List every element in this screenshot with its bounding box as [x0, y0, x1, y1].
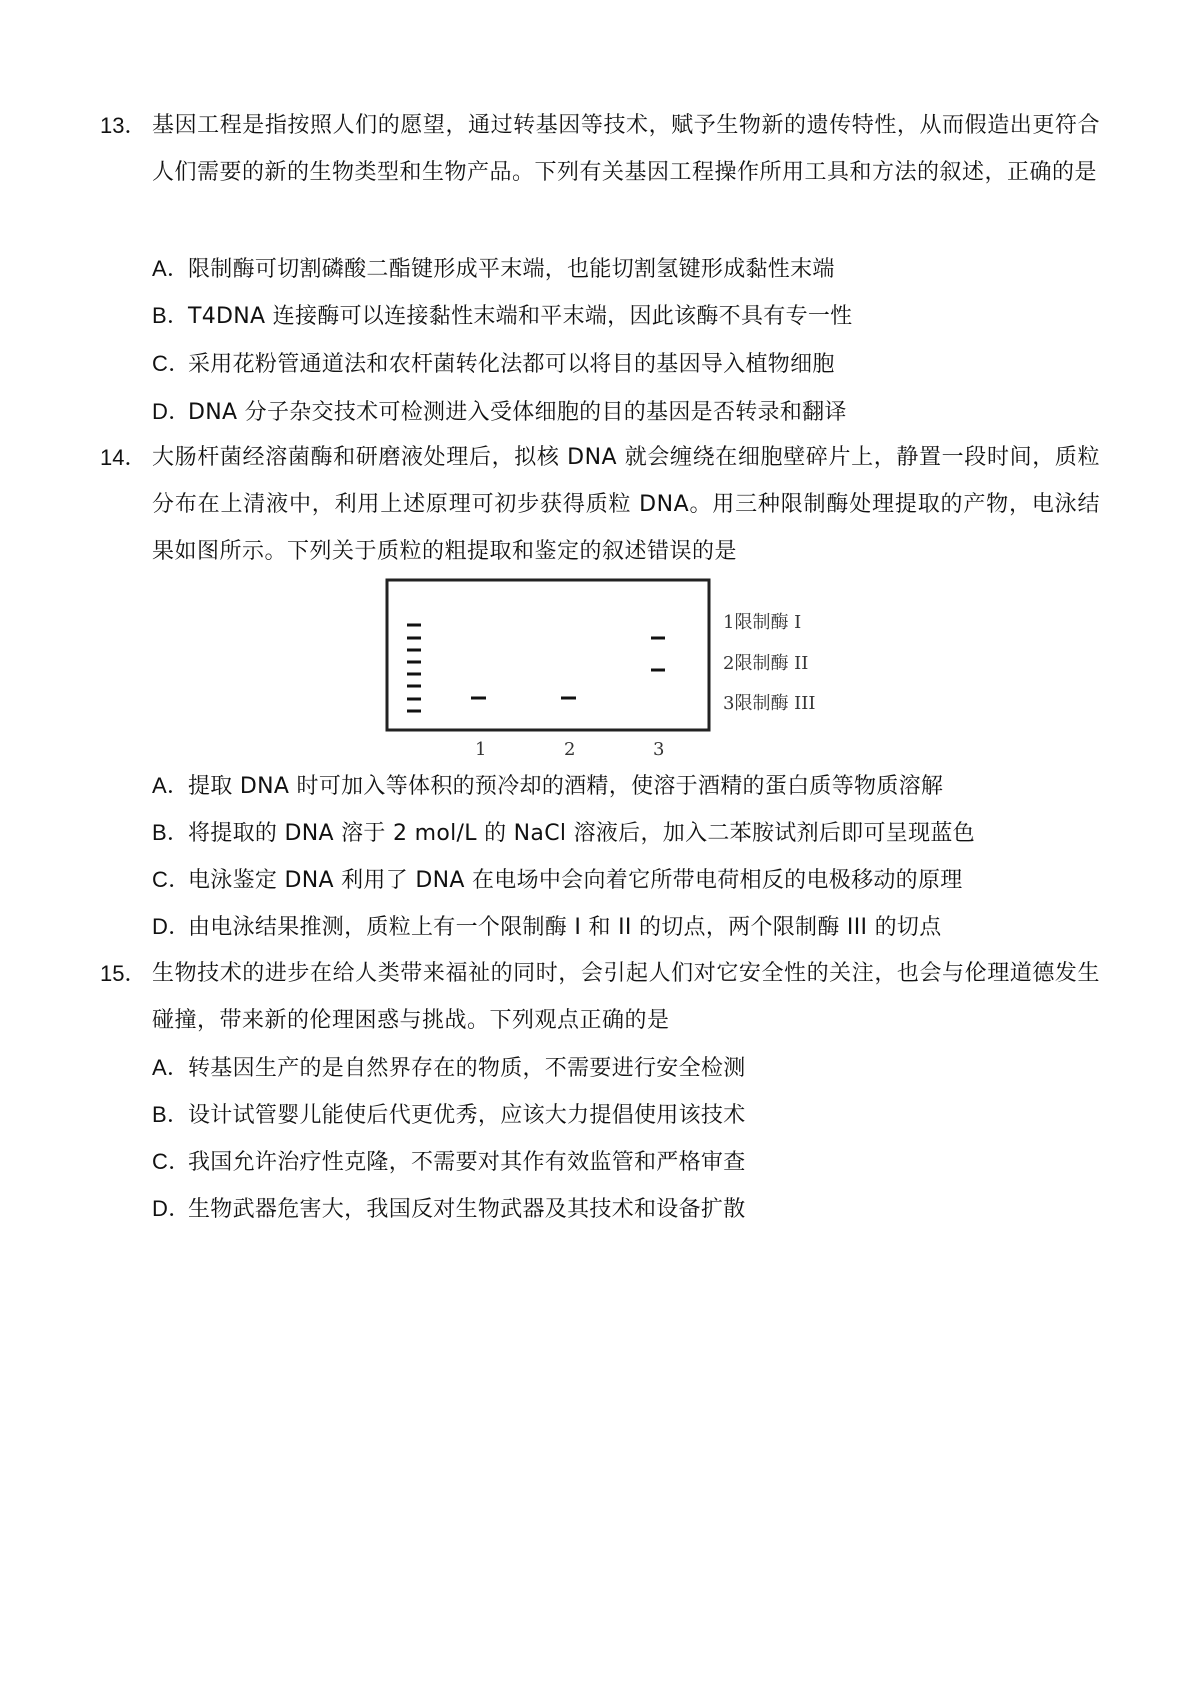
option-d: [152, 903, 1112, 951]
question-number: 14．: [100, 445, 147, 470]
option-letter: D．: [152, 914, 191, 939]
option-d: [152, 1185, 1112, 1233]
option-letter: A．: [152, 1055, 190, 1080]
option-text: 转基因生产的是自然界存在的物质，不需要进行安全检测: [188, 1056, 746, 1081]
option-a: [152, 245, 1112, 293]
option-letter: C．: [152, 351, 191, 376]
option-text: DNA 分子杂交技术可检测进入受体细胞的目的基因是否转录和翻译: [188, 400, 847, 425]
option-letter: A．: [152, 256, 190, 281]
option-b: [152, 292, 1112, 340]
option-text: 生物武器危害大，我国反对生物武器及其技术和设备扩散: [188, 1197, 746, 1222]
option-letter: C．: [152, 867, 191, 892]
legend-enzyme-3: 3限制酶 III: [723, 693, 816, 714]
option-c: [152, 856, 1112, 904]
option-text: 限制酶可切割磷酸二酯键形成平末端，也能切割氢键形成黏性末端: [188, 257, 835, 282]
lane-label-3: 3: [653, 739, 665, 760]
question-stem: 基因工程是指按照人们的愿望，通过转基因等技术，赋予生物新的遗传特性，从而假造出更符合人们需要的新的生物类型和生物产品。下列有关基因工程操作所用工具和方法的叙述，正确的是: [152, 113, 1100, 185]
option-text: 采用花粉管通道法和农杆菌转化法都可以将目的基因导入植物细胞: [188, 352, 835, 377]
option-text: T4DNA 连接酶可以连接黏性末端和平末端，因此该酶不具有专一性: [188, 304, 853, 329]
marker-ladder: [407, 625, 421, 711]
question-stem: 生物技术的进步在给人类带来福祉的同时，会引起人们对它安全性的关注，也会与伦理道德发生碰撞，带来新的伦理困惑与挑战。下列观点正确的是: [152, 961, 1100, 1033]
legend-enzyme-2: 2限制酶 II: [723, 653, 809, 674]
option-a: [152, 762, 1112, 810]
question-stem: 大肠杆菌经溶菌酶和研磨液处理后，拟核 DNA 就会缠绕在细胞壁碎片上，静置一段时间，质粒分布在上清液中，利用上述原理可初步获得质粒 DNA。用三种限制酶处理提取的产物，电泳结果如图所示。下列关于质粒的粗提取和鉴定的叙述错误的是: [152, 445, 1100, 564]
option-a: [152, 1044, 1112, 1092]
option-b: [152, 809, 1112, 857]
option-letter: A．: [152, 773, 190, 798]
option-d: [152, 388, 1112, 436]
option-letter: B．: [152, 820, 190, 845]
option-text: 设计试管婴儿能使后代更优秀，应该大力提倡使用该技术: [188, 1103, 746, 1128]
option-c: [152, 1138, 1112, 1186]
option-letter: B．: [152, 1102, 190, 1127]
lane-label-1: 1: [475, 739, 487, 760]
legend-enzyme-1: 1限制酶 I: [723, 612, 802, 633]
option-letter: D．: [152, 1196, 191, 1221]
option-c: [152, 340, 1112, 388]
option-text: 提取 DNA 时可加入等体积的预冷却的酒精，使溶于酒精的蛋白质等物质溶解: [188, 774, 944, 799]
question-number: 15．: [100, 961, 147, 986]
lane-label-2: 2: [564, 739, 576, 760]
option-letter: B．: [152, 303, 190, 328]
option-b: [152, 1091, 1112, 1139]
question-number: 13．: [100, 113, 147, 138]
option-letter: C．: [152, 1149, 191, 1174]
option-text: 由电泳结果推测，质粒上有一个限制酶 I 和 II 的切点，两个限制酶 III 的切点: [188, 915, 942, 940]
gel-frame: [387, 580, 709, 730]
option-text: 我国允许治疗性克隆，不需要对其作有效监管和严格审查: [188, 1150, 746, 1175]
electrophoresis-figure: [385, 578, 835, 763]
option-text: 将提取的 DNA 溶于 2 mol/L 的 NaCl 溶液后，加入二苯胺试剂后即可呈现蓝色: [188, 821, 975, 846]
option-letter: D．: [152, 399, 191, 424]
option-text: 电泳鉴定 DNA 利用了 DNA 在电场中会向着它所带电荷相反的电极移动的原理: [188, 868, 963, 893]
